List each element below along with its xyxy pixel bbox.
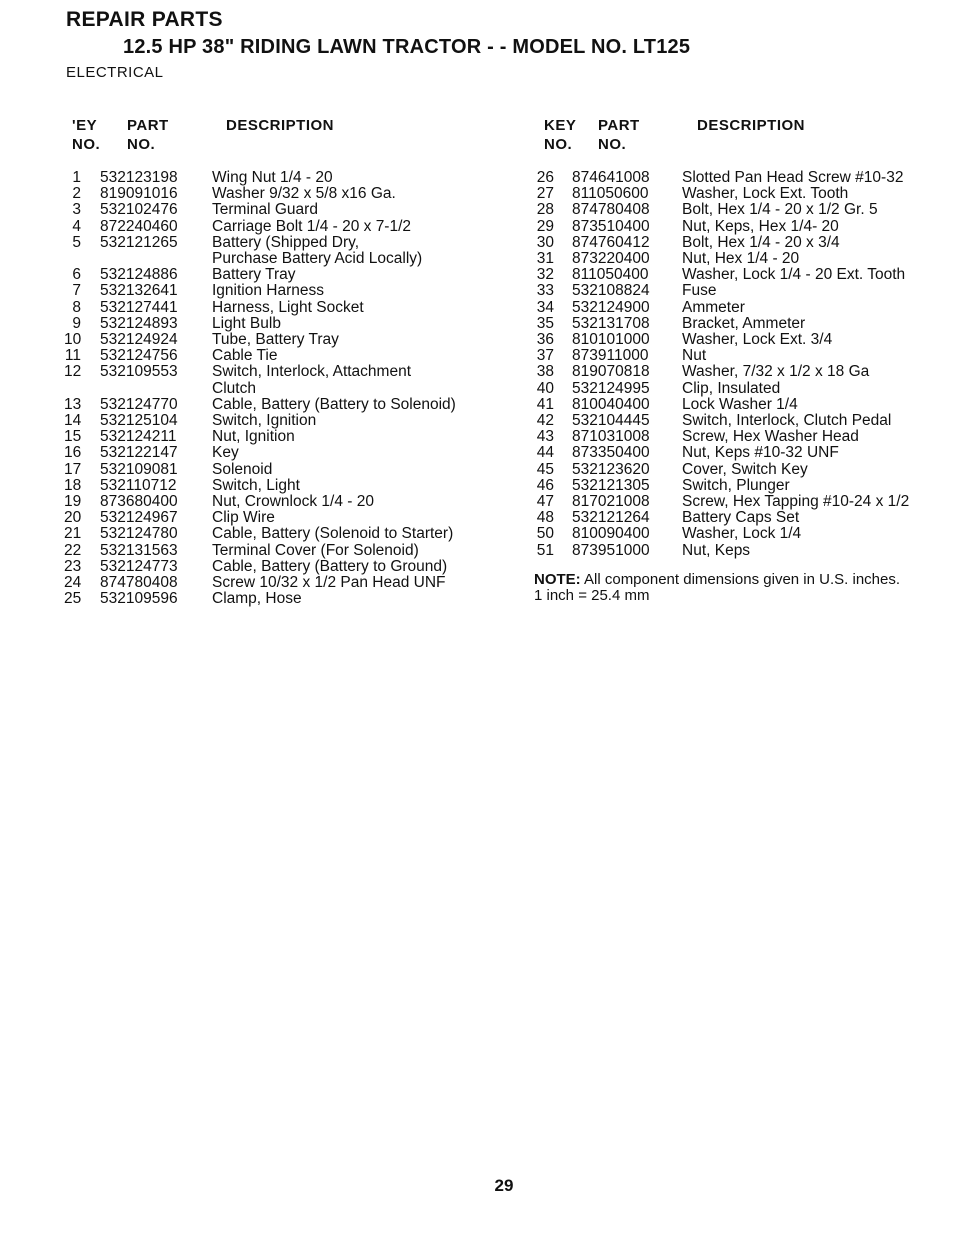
part-description: Switch, Plunger (682, 476, 790, 494)
part-description: Washer, 7/32 x 1/2 x 18 Ga (682, 363, 870, 381)
parts-row (64, 379, 256, 397)
parts-row (64, 493, 374, 511)
part-number: 874780408 (572, 201, 650, 219)
left-key-header (72, 116, 100, 154)
part-number: 873220400 (572, 250, 650, 268)
part-description: Purchase Battery Acid Locally) (212, 250, 423, 268)
part-number: 532124780 (100, 525, 178, 543)
right-description-header: DESCRIPTION (697, 117, 806, 134)
part-description: Cable, Battery (Battery to Ground) (212, 557, 448, 575)
part-number: 532121305 (572, 476, 650, 494)
part-number: 873510400 (572, 217, 650, 235)
parts-row (64, 574, 446, 592)
part-key: 31 (536, 250, 554, 268)
part-number: 810090400 (572, 525, 650, 543)
parts-row (536, 525, 802, 543)
part-description: Solenoid (212, 460, 273, 478)
parts-row (64, 217, 412, 235)
part-number: 532124756 (100, 347, 178, 365)
part-key: 35 (536, 314, 554, 332)
part-description: Switch, Light (212, 476, 300, 494)
part-key: 29 (536, 217, 554, 235)
part-key: 15 (64, 428, 82, 446)
part-key: 3 (72, 201, 81, 219)
part-description: Clamp, Hose (212, 590, 302, 608)
part-description: Clip Wire (212, 509, 275, 527)
part-description: Terminal Guard (212, 201, 318, 219)
part-number: 532109081 (100, 460, 178, 478)
parts-row (64, 331, 339, 349)
part-description: Nut, Keps (682, 541, 751, 559)
part-description: Switch, Interlock, Attachment (212, 363, 412, 381)
part-description: Screw, Hex Washer Head (682, 428, 859, 446)
part-key: 42 (536, 412, 554, 430)
part-key: 32 (536, 266, 554, 284)
part-description: Lock Washer 1/4 (682, 395, 798, 413)
part-number: 532124995 (572, 379, 650, 397)
part-number: 532110712 (100, 476, 177, 494)
part-description: Key (212, 444, 239, 462)
part-key: 16 (64, 444, 82, 462)
part-number: 532109553 (100, 363, 178, 381)
part-key: 25 (64, 590, 82, 608)
parts-row (64, 525, 454, 543)
part-key: 13 (64, 395, 82, 413)
part-description: Bracket, Ammeter (682, 314, 806, 332)
page-title: REPAIR PARTS (66, 8, 223, 31)
left-part-header (127, 116, 169, 154)
part-description: Nut (682, 347, 707, 365)
note-text: All component dimensions given in U.S. inches. (580, 571, 901, 588)
part-key: 8 (72, 298, 81, 316)
part-number: 532121265 (100, 233, 178, 251)
part-key: 7 (72, 282, 81, 300)
part-key: 40 (536, 379, 554, 397)
part-number: 532124886 (100, 266, 178, 284)
parts-row (64, 314, 281, 332)
part-key: 11 (64, 347, 81, 365)
part-number: 873911000 (572, 347, 649, 365)
part-key: 27 (536, 185, 554, 203)
part-number: 532124924 (100, 331, 178, 349)
part-description: Screw 10/32 x 1/2 Pan Head UNF (212, 574, 446, 592)
parts-row (64, 509, 275, 527)
part-number: 871031008 (572, 428, 650, 446)
part-description: Bolt, Hex 1/4 - 20 x 3/4 (682, 233, 840, 251)
parts-row (536, 217, 839, 235)
parts-table-right (536, 169, 910, 559)
dimension-note (534, 572, 900, 604)
part-key: 12 (64, 363, 82, 381)
right-part-header-line2: NO. (598, 136, 627, 153)
parts-row (64, 590, 302, 608)
parts-row (64, 412, 317, 430)
part-number: 532124893 (100, 314, 178, 332)
page-number: 29 (494, 1176, 514, 1195)
parts-row (536, 509, 800, 527)
parts-row (64, 266, 296, 284)
parts-row (536, 460, 808, 478)
part-description: Washer, Lock Ext. Tooth (682, 185, 849, 203)
part-key: 10 (64, 331, 82, 349)
parts-row (536, 282, 717, 300)
part-key: 44 (536, 444, 554, 462)
part-description: Clutch (212, 379, 256, 397)
part-number: 532124211 (100, 428, 177, 446)
part-key: 46 (536, 476, 554, 494)
part-description: Nut, Ignition (212, 428, 295, 446)
part-description: Cable, Battery (Solenoid to Starter) (212, 525, 454, 543)
part-number: 532124967 (100, 509, 178, 527)
part-number: 873680400 (100, 493, 178, 511)
part-number: 532104445 (572, 412, 650, 430)
part-key: 48 (536, 509, 554, 527)
parts-row (536, 428, 859, 446)
part-number: 532123198 (100, 169, 178, 186)
part-number: 532124900 (572, 298, 650, 316)
part-number: 532131563 (100, 541, 178, 559)
part-key: 6 (72, 266, 81, 284)
parts-row (64, 557, 448, 575)
model-subtitle: 12.5 HP 38" RIDING LAWN TRACTOR - - MODEL NO. LT125 (123, 36, 691, 58)
part-description: Cable Tie (212, 347, 278, 365)
part-description: Washer, Lock 1/4 - 20 Ext. Tooth (682, 266, 906, 284)
part-description: Washer 9/32 x 5/8 x16 Ga. (212, 185, 396, 203)
part-key: 47 (536, 493, 554, 511)
part-key: 2 (72, 185, 81, 203)
part-key: 33 (536, 282, 554, 300)
part-key: 17 (64, 460, 82, 478)
part-description: Cover, Switch Key (682, 460, 808, 478)
part-number: 811050400 (572, 266, 649, 284)
part-description: Light Bulb (212, 314, 281, 332)
parts-row (536, 347, 707, 365)
parts-table-left (64, 169, 456, 608)
part-description: Nut, Keps, Hex 1/4- 20 (682, 217, 839, 235)
parts-row (536, 331, 833, 349)
part-key: 36 (536, 331, 554, 349)
part-description: Wing Nut 1/4 - 20 (212, 169, 333, 186)
parts-row (64, 460, 273, 478)
part-description: Fuse (682, 282, 717, 300)
parts-row (64, 169, 333, 186)
part-key: 38 (536, 363, 554, 381)
part-description: Battery (Shipped Dry, (212, 233, 360, 251)
right-part-header (598, 116, 640, 154)
parts-row (536, 412, 892, 430)
parts-row (536, 233, 840, 251)
parts-row (536, 266, 906, 284)
right-key-header-line1: KEY (544, 117, 577, 134)
parts-row (64, 282, 325, 300)
part-key: 37 (536, 347, 554, 365)
parts-row (536, 493, 910, 511)
part-description: Nut, Crownlock 1/4 - 20 (212, 493, 374, 511)
parts-row (536, 363, 870, 381)
parts-row (64, 444, 239, 462)
part-number: 810101000 (572, 331, 650, 349)
part-number: 532123620 (572, 460, 650, 478)
part-description: Switch, Ignition (212, 412, 317, 430)
part-description: Harness, Light Socket (212, 298, 364, 316)
part-number: 874780408 (100, 574, 178, 592)
part-description: Screw, Hex Tapping #10-24 x 1/2 (682, 493, 910, 511)
part-description: Ignition Harness (212, 282, 325, 300)
part-number: 532131708 (572, 314, 650, 332)
part-number: 532109596 (100, 590, 178, 608)
parts-row (64, 476, 300, 494)
parts-row (64, 250, 423, 268)
part-description: Tube, Battery Tray (212, 331, 339, 349)
part-number: 810040400 (572, 395, 650, 413)
part-key: 28 (536, 201, 554, 219)
part-key: 14 (64, 412, 82, 430)
dimension-note-line2: 1 inch = 25.4 mm (534, 587, 650, 604)
part-number: 532132641 (100, 282, 178, 300)
parts-row (536, 314, 806, 332)
parts-row (64, 347, 278, 365)
section-label: ELECTRICAL (66, 64, 164, 81)
part-description: Nut, Keps #10-32 UNF (682, 444, 839, 462)
part-key: 22 (64, 541, 82, 559)
part-key: 21 (64, 525, 82, 543)
part-key: 51 (536, 541, 554, 559)
right-part-header-line1: PART (598, 117, 640, 134)
part-number: 873350400 (572, 444, 650, 462)
left-part-header-line1: PART (127, 117, 169, 134)
part-key: 5 (72, 233, 81, 251)
parts-row (536, 201, 878, 219)
part-number: 532108824 (572, 282, 650, 300)
part-key: 20 (64, 509, 82, 527)
parts-row (64, 201, 318, 219)
part-number: 819070818 (572, 363, 650, 381)
parts-row (64, 185, 396, 203)
part-description: Battery Tray (212, 266, 296, 284)
parts-row (536, 250, 800, 268)
part-description: Washer, Lock 1/4 (682, 525, 802, 543)
part-number: 817021008 (572, 493, 650, 511)
parts-row (536, 298, 745, 316)
parts-row (536, 169, 904, 186)
part-number: 872240460 (100, 217, 178, 235)
part-number: 532121264 (572, 509, 650, 527)
part-description: Bolt, Hex 1/4 - 20 x 1/2 Gr. 5 (682, 201, 878, 219)
part-description: Carriage Bolt 1/4 - 20 x 7-1/2 (212, 217, 412, 235)
part-description: Battery Caps Set (682, 509, 800, 527)
parts-row (64, 541, 419, 559)
part-number: 819091016 (100, 185, 178, 203)
part-number: 532124773 (100, 557, 178, 575)
part-number: 874760412 (572, 233, 650, 251)
parts-row (64, 363, 412, 381)
part-key: 4 (72, 217, 81, 235)
part-key: 18 (64, 476, 82, 494)
part-key: 1 (72, 169, 81, 186)
part-description: Terminal Cover (For Solenoid) (212, 541, 419, 559)
part-number: 532102476 (100, 201, 178, 219)
part-key: 26 (536, 169, 554, 186)
part-key: 43 (536, 428, 554, 446)
part-number: 811050600 (572, 185, 649, 203)
part-key: 24 (64, 574, 82, 592)
left-key-header-line1: 'EY (72, 117, 98, 134)
part-key: 23 (64, 557, 82, 575)
part-description: Cable, Battery (Battery to Solenoid) (212, 395, 456, 413)
part-key: 45 (536, 460, 554, 478)
part-number: 532124770 (100, 395, 178, 413)
note-label: NOTE: (534, 571, 581, 588)
part-key: 50 (536, 525, 554, 543)
part-number: 532122147 (100, 444, 178, 462)
left-part-header-line2: NO. (127, 136, 156, 153)
part-number: 874641008 (572, 169, 650, 186)
parts-row (536, 444, 839, 462)
part-number: 873951000 (572, 541, 650, 559)
part-number: 532127441 (100, 298, 178, 316)
left-description-header: DESCRIPTION (226, 117, 335, 134)
left-key-header-line2: NO. (72, 136, 101, 153)
part-description: Clip, Insulated (682, 379, 781, 397)
part-description: Washer, Lock Ext. 3/4 (682, 331, 833, 349)
part-key: 41 (536, 395, 554, 413)
part-description: Ammeter (682, 298, 745, 316)
part-description: Switch, Interlock, Clutch Pedal (682, 412, 892, 430)
part-number: 532125104 (100, 412, 178, 430)
parts-row (536, 476, 790, 494)
parts-row (536, 395, 798, 413)
part-key: 34 (536, 298, 554, 316)
part-description: Nut, Hex 1/4 - 20 (682, 250, 800, 268)
parts-row (536, 379, 781, 397)
part-description: Slotted Pan Head Screw #10-32 (682, 169, 904, 186)
dimension-note-line1 (534, 572, 900, 588)
parts-row (536, 185, 849, 203)
parts-row (64, 233, 360, 251)
part-key: 30 (536, 233, 554, 251)
parts-row (64, 428, 295, 446)
parts-row (536, 541, 751, 559)
right-key-header-line2: NO. (544, 136, 573, 153)
right-key-header (544, 116, 576, 154)
parts-row (64, 298, 364, 316)
part-key: 19 (64, 493, 82, 511)
part-key: 9 (72, 314, 81, 332)
parts-row (64, 395, 456, 413)
